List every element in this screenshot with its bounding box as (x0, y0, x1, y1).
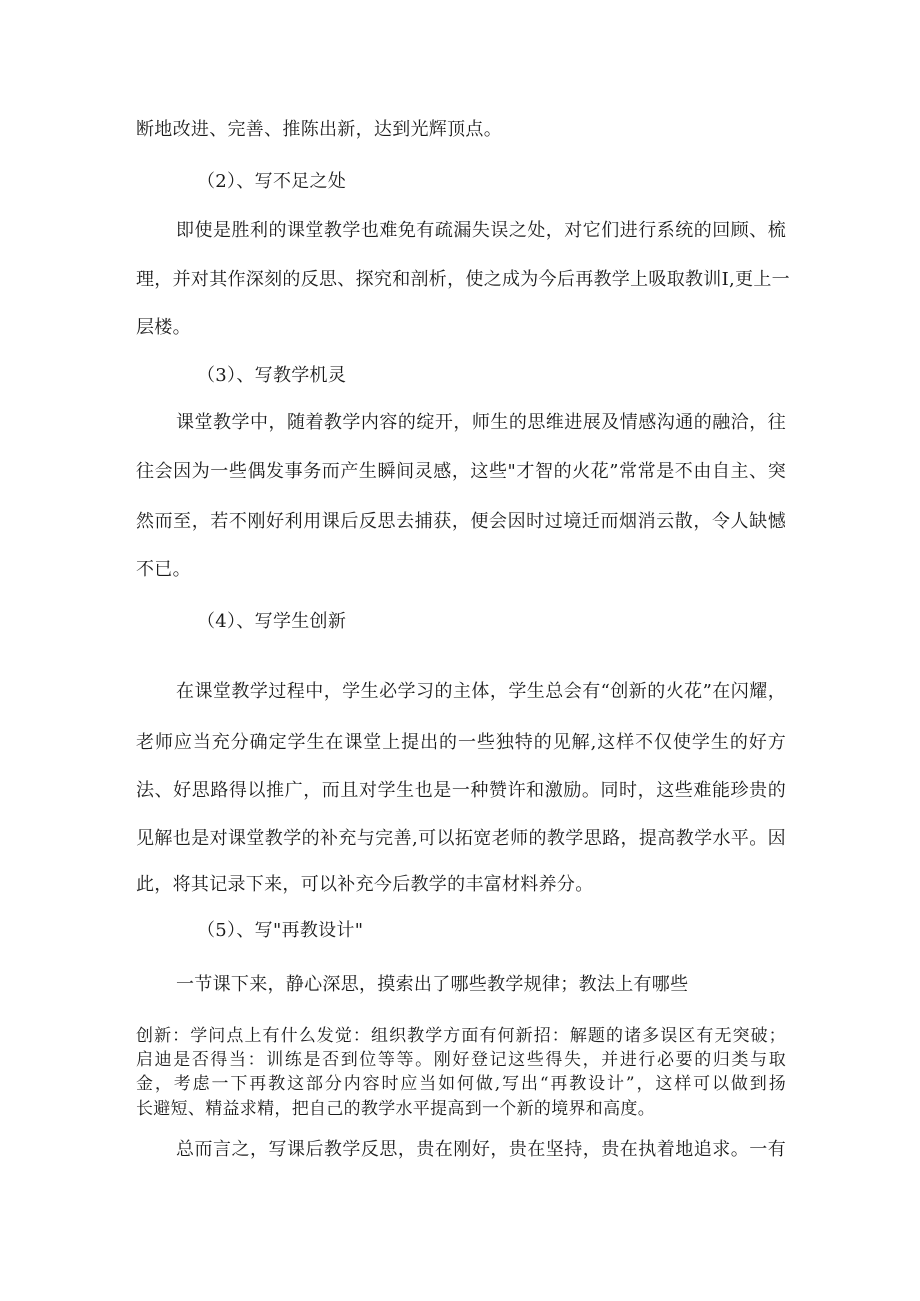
paragraph-line: 不已。 (136, 559, 191, 580)
section-heading-4: （4）、写学生创新 (197, 611, 347, 632)
paragraph-line: 见解也是对课堂教学的补充与完善,可以拓宽老师的教学思路，提高教学水平。因 (136, 828, 786, 849)
paragraph-line: 然而至，若不刚好利用课后反思去捕获，便会因时过境迁而烟消云散，令人缺憾 (136, 511, 786, 532)
paragraph-line: 层楼。 (136, 317, 191, 338)
section-heading-2: （2）、写不足之处 (197, 171, 347, 192)
paragraph-line: 老师应当充分确定学生在课堂上提出的一些独特的见解,这样不仅使学生的好方 (136, 732, 786, 753)
paragraph-line: 往会因为一些偶发事务而产生瞬间灵感，这些"才智的火花”常常是不由自主、突 (136, 461, 786, 482)
paragraph-line: 一节课下来，静心深思，摸索出了哪些教学规律；教法上有哪些 (176, 974, 689, 995)
paragraph-line: 总而言之，写课后教学反思，贵在刚好，贵在坚持，贵在执着地追求。一有 (176, 1139, 786, 1160)
paragraph-line: 创新：学问点上有什么发觉：组织教学方面有何新招：解题的诸多误区有无突破； (136, 1026, 786, 1046)
paragraph-line: 启迪是否得当：训练是否到位等等。刚好登记这些得失，并进行必要的归类与取 (136, 1050, 786, 1070)
paragraph-line: 长避短、精益求精，把自己的教学水平提高到一个新的境界和高度。 (136, 1099, 655, 1119)
paragraph-line: 法、好思路得以推广，而且对学生也是一种赞许和激励。同时，这些难能珍贵的 (136, 780, 786, 801)
paragraph-line: 断地改进、完善、推陈出新，达到光辉顶点。 (136, 119, 502, 140)
paragraph-line: 金，考虑一下再教这部分内容时应当如何做,写出“再教设计”，这样可以做到扬 (136, 1074, 786, 1094)
paragraph-line: 在课堂教学过程中，学生必学习的主体，学生总会有“创新的火花”在闪耀， (176, 681, 786, 702)
paragraph-line: 课堂教学中，随着教学内容的绽开，师生的思维进展及情感沟通的融洽，往 (176, 412, 786, 433)
section-heading-3: （3）、写教学机灵 (197, 365, 347, 386)
section-heading-5: （5）、写"再教设计" (197, 920, 364, 941)
paragraph-line: 理，并对其作深刻的反思、探究和剖析，使之成为今后再教学上吸取教训Ⅰ,更上一 (136, 269, 790, 290)
paragraph-line: 即使是胜利的课堂教学也难免有疏漏失误之处，对它们进行系统的回顾、梳 (176, 220, 786, 241)
paragraph-line: 此，将其记录下来，可以补充今后教学的丰富材料养分。 (136, 874, 594, 895)
